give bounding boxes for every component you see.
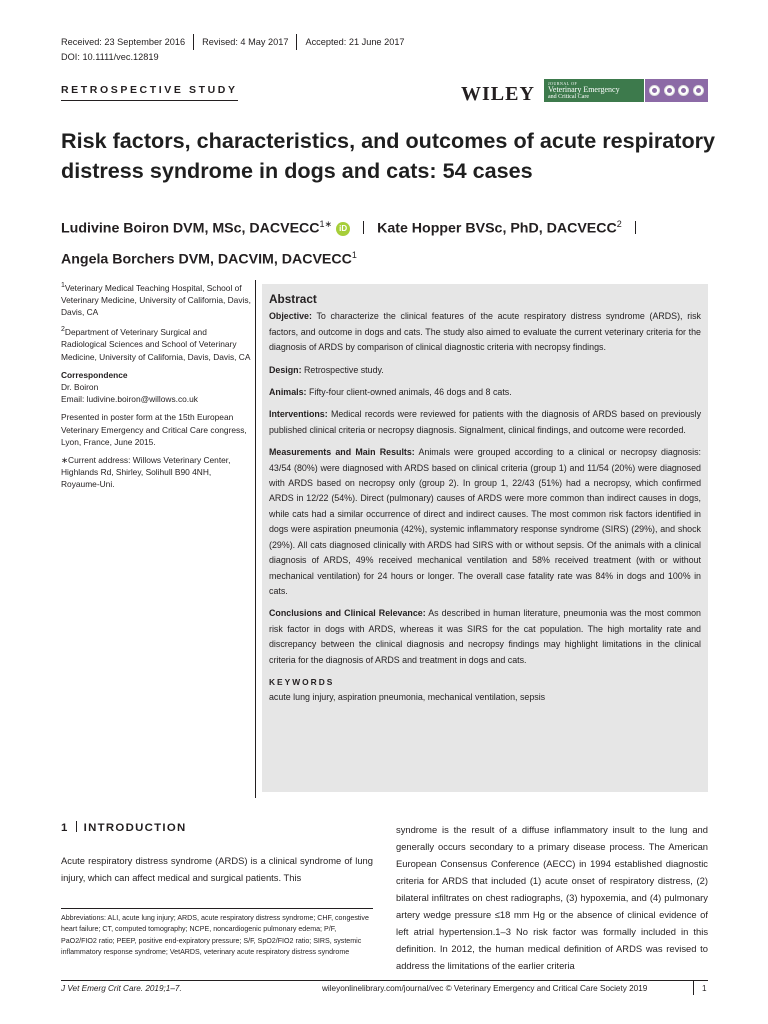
journal-logo-subtitle: and Critical Care <box>548 93 589 100</box>
abstract-label: Interventions: <box>269 409 328 420</box>
society-seal-icon <box>664 85 675 96</box>
affiliation-text: Veterinary Medical Teaching Hospital, School of Veterinary Medicine, University of California, Davis, Davis, CA <box>61 282 251 318</box>
intro-paragraph-left: Acute respiratory distress syndrome (ARDS) is a clinical syndrome of lung injury, which can affect medical and surgical patients. This <box>61 855 373 883</box>
affiliation <box>61 280 251 318</box>
presentation-note: Presented in poster form at the 15th European Veterinary Emergency and Critical Care congress, Lyon, France, June 2015. <box>61 412 247 447</box>
affiliation-mark: 2 <box>61 326 65 334</box>
journal-logo-name: Veterinary Emergency <box>548 84 620 94</box>
orcid-icon[interactable]: iD <box>336 222 350 236</box>
correspondence-name: Dr. Boiron <box>61 382 99 393</box>
divider <box>635 221 636 234</box>
author-affiliation-mark: 1 <box>351 249 357 260</box>
publisher-logo: WILEY <box>461 83 535 105</box>
accepted-date: Accepted: 21 June 2017 <box>305 37 405 47</box>
abstract-text: Retrospective study. <box>304 364 384 375</box>
abstract-section <box>269 309 701 355</box>
abstract-section <box>269 363 701 378</box>
divider <box>193 34 194 50</box>
abstract-text: Animals were grouped according to a clinical or necropsy diagnosis: 43/54 (80%) were diagnosed with ARDS based on clinical criteria (group 1) and 11/54 (20%) were diagnosed with ARDS based on necropsy only (group 2). In group 1, 22/43 (51%) had a necropsy, which confirmed ARDS in 12/22 (54%). Direct (pulmonary) causes of ARDS were more common than indirect causes in dogs, while cats had a similar occurrence of direct and indirect causes. The most common risk factors identified in dogs were aspiration pneumonia (42%), systemic inflammatory response syndrome (SIRS) (29%), and shock (29%). All cats diagnosed clinically with ARDS had SIRS with or without sepsis. Of the animals with a clinical diagnosis of ARDS, 49% received mechanical ventilation and 58% received treatment (with or without mechanical ventilation) for 24 hours or longer. The overall case fatality rate was 84% in dogs and 100% in cats. <box>269 447 701 596</box>
section-number: 1 <box>61 822 69 834</box>
journal-citation: J Vet Emerg Crit Care. 2019;1–7. <box>61 984 182 993</box>
abstract-section <box>269 445 701 599</box>
correspondence <box>61 369 251 406</box>
abstract-label: Measurements and Main Results: <box>269 447 415 458</box>
affiliation-text: Department of Veterinary Surgical and Radiological Sciences and School of Veterinary Medicine, University of California, Davis, Davis, CA <box>61 327 251 362</box>
abstract-text: Medical records were reviewed for patients with the diagnosis of ARDS based on previously published clinical criteria or necropsy diagnosis. Signalment, clinical findings, and outcome were recorded. <box>269 409 702 435</box>
divider <box>363 221 364 234</box>
affiliations-column <box>61 280 251 497</box>
footnote-divider <box>61 908 373 909</box>
author-list <box>61 211 721 272</box>
correspondence-heading: Correspondence <box>61 369 128 380</box>
section-heading <box>61 821 187 834</box>
revised-date: Revised: 4 May 2017 <box>202 37 289 47</box>
author-name[interactable]: Ludivine Boiron DVM, MSc, DACVECC <box>61 220 320 237</box>
society-seal-icon <box>678 85 689 96</box>
abstract-label: Objective: <box>269 311 312 322</box>
journal-url-copyright[interactable]: wileyonlinelibrary.com/journal/vec © Veterinary Emergency and Critical Care Society 2019 <box>322 984 648 993</box>
page-number: 1 <box>702 984 707 993</box>
abbreviations-footnote: Abbreviations: ALI, acute lung injury; ARDS, acute respiratory distress syndrome; CHF, congestive heart failure; CT, computed tomography; NCPE, noncardiogenic pulmonary edema; P/F, PaO2/FIO2 ratio; PEEP, positive end-expiratory pressure; S/F, SpO2/FIO2 ratio; SIRS, systemic inflammatory response syndrome; VetARDS, veterinary acute respiratory distress syndrome <box>61 914 369 957</box>
author-affiliation-mark: 1∗ <box>319 219 333 229</box>
journal-logo-prefix: JOURNAL OF <box>548 80 578 86</box>
section-title: INTRODUCTION <box>83 822 187 834</box>
abstract-label: Design: <box>269 364 302 375</box>
society-seal-icon <box>649 85 660 96</box>
keywords-heading: KEYWORDS <box>269 676 335 687</box>
abstract-label: Animals: <box>269 387 307 398</box>
intro-paragraph-right: syndrome is the result of a diffuse inflammatory insult to the lung and generally occurs secondary to a primary disease process. The American European Consensus Conference (AECC) in 1994 established diagnostic criteria for ARDS that included (1) acute onset of respiratory distress, (2) bilateral infiltrates on chest radiographs, (3) hypoxemia, and (4) pulmonary artery wedge pressure ≤18 mm Hg or the absence of clinical evidence of left atrial hypertension.1–3 No risk factor was formally included in this definition. In 2012, the human medical definition of ARDS was revised to address the limitations of the earlier criteria <box>396 824 708 971</box>
column-divider <box>255 280 256 798</box>
affiliation <box>61 324 251 362</box>
society-logos <box>645 79 708 102</box>
author-affiliation-mark: 2 <box>616 219 622 229</box>
divider <box>296 34 297 50</box>
abstract-section <box>269 407 701 438</box>
abstract-text: To characterize the clinical features of the acute respiratory distress syndrome (ARDS), risk factors, and outcome in dogs and cats. The study also aimed to evaluate the current veterinary criteria for the diagnosis of ARDS by comparison of clinical diagnostic criteria with necropsy findings. <box>269 311 701 353</box>
abstract-text: As described in human literature, pneumonia was the most common risk factor in dogs with ARDS, whereas it was SIRS for the cat population. The high mortality rate and discrepancy between the clinical diagnosis and necropsy findings may highlight limitations in the clinical criteria for the diagnosis of ARDS and treatment in dogs and cats. <box>269 608 701 665</box>
article-title: Risk factors, characteristics, and outcomes of acute respiratory distress syndrome in dogs and cats: 54 cases <box>61 128 716 183</box>
study-type-label: RETROSPECTIVE STUDY <box>61 84 238 101</box>
author-name[interactable]: Angela Borchers DVM, DACVIM, DACVECC <box>61 251 352 268</box>
abstract-section <box>269 606 701 668</box>
correspondence-email[interactable]: Email: ludivine.boiron@willows.co.uk <box>61 394 198 405</box>
society-seal-icon <box>693 85 704 96</box>
affiliation-mark: 1 <box>61 282 65 289</box>
author-name[interactable]: Kate Hopper BVSc, PhD, DACVECC <box>377 220 617 237</box>
keywords: acute lung injury, aspiration pneumonia, mechanical ventilation, sepsis <box>269 692 546 703</box>
footer-divider <box>61 980 708 981</box>
abstract-heading: Abstract <box>269 292 317 306</box>
abstract-box <box>262 284 708 792</box>
current-address-note: ∗Current address: Willows Veterinary Center, Highlands Rd, Shirley, Solihull B90 4NH, Royaume-Uni. <box>61 455 231 490</box>
doi[interactable]: DOI: 10.1111/vec.12819 <box>61 52 159 62</box>
article-dates <box>61 34 405 50</box>
received-date: Received: 23 September 2016 <box>61 37 186 47</box>
divider <box>693 981 694 995</box>
abstract-section <box>269 385 701 400</box>
abstract-label: Conclusions and Clinical Relevance: <box>269 608 426 619</box>
divider <box>76 821 77 832</box>
abstract-text: Fifty-four client-owned animals, 46 dogs and 8 cats. <box>308 387 512 398</box>
journal-logo <box>544 79 644 102</box>
